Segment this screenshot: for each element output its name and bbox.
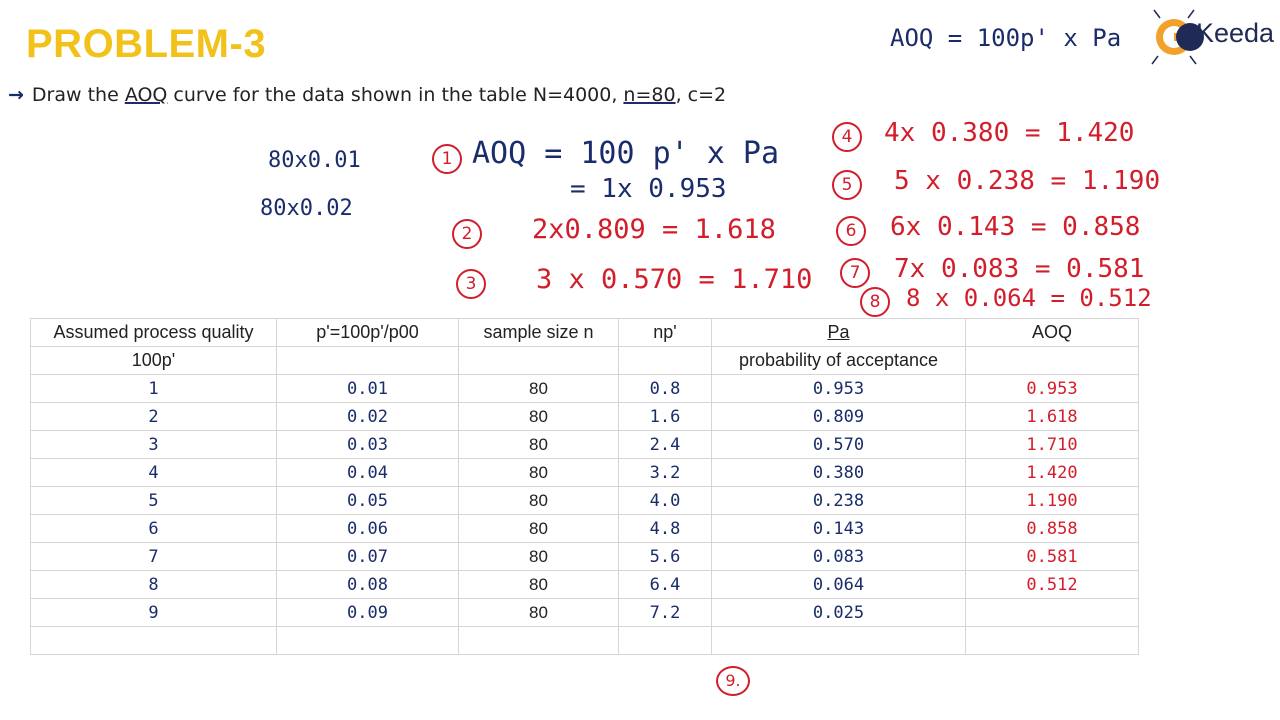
cell-quality: 1: [31, 375, 277, 403]
calc-number-6: 6: [836, 216, 866, 246]
cell-p: 0.01: [277, 375, 459, 403]
subheader-p: [277, 347, 459, 375]
subheader-aoq: [966, 347, 1139, 375]
cell-p: 0.09: [277, 599, 459, 627]
col-header-sample-size: sample size n: [459, 319, 619, 347]
side-note-2: 80x0.02: [260, 196, 353, 221]
cell-pa: 0.238: [712, 487, 966, 515]
bottom-marker-number: 9.: [716, 666, 750, 696]
calc-7-text: 7x 0.083 = 0.581: [894, 254, 1145, 284]
cell-p: 0.05: [277, 487, 459, 515]
table-subheader-row: [31, 347, 1139, 375]
cell-np: 6.4: [619, 571, 712, 599]
problem-suffix: , c=2: [675, 84, 727, 106]
data-table: [30, 318, 1139, 655]
cell-np: 0.8: [619, 375, 712, 403]
subheader-sample: [459, 347, 619, 375]
cell-quality: 8: [31, 571, 277, 599]
cell-aoq: [966, 599, 1139, 627]
subheader-quality: 100p': [31, 347, 277, 375]
table-row: [31, 543, 1139, 571]
cell-aoq: 1.618: [966, 403, 1139, 431]
table-row: [31, 515, 1139, 543]
calc-number-3: 3: [456, 269, 486, 299]
problem-statement: [8, 84, 726, 106]
cell-sample-size: 80: [459, 571, 619, 599]
problem-prefix: Draw the: [31, 84, 125, 106]
calc-8-text: 8 x 0.064 = 0.512: [906, 284, 1152, 312]
calc-4-text: 4x 0.380 = 1.420: [884, 118, 1135, 148]
cell-pa: 0.570: [712, 431, 966, 459]
cell-np: 4.0: [619, 487, 712, 515]
table-row: [31, 375, 1139, 403]
problem-middle: curve for the data shown in the table N=4000,: [167, 84, 624, 106]
cell-sample-size: 80: [459, 515, 619, 543]
cell-aoq: 1.190: [966, 487, 1139, 515]
cell-np: 4.8: [619, 515, 712, 543]
cell-aoq: 1.710: [966, 431, 1139, 459]
calc-4: [832, 118, 1134, 152]
cell-p: 0.04: [277, 459, 459, 487]
table-row: [31, 431, 1139, 459]
calc-6-text: 6x 0.143 = 0.858: [890, 212, 1141, 242]
cell-aoq: 0.953: [966, 375, 1139, 403]
cell-pa: 0.083: [712, 543, 966, 571]
subheader-pa: probability of acceptance: [712, 347, 966, 375]
cell-aoq: 0.858: [966, 515, 1139, 543]
formula-top: AOQ = 100p' x Pa: [890, 24, 1122, 52]
cell-pa: 0.143: [712, 515, 966, 543]
arrow-right-icon: →: [8, 84, 24, 106]
cell-pa: 0.809: [712, 403, 966, 431]
table-row: [31, 487, 1139, 515]
cell-quality: 5: [31, 487, 277, 515]
table-header-row: [31, 319, 1139, 347]
col-header-aoq: AOQ: [966, 319, 1139, 347]
calc-1-formula: AOQ = 100 p' x Pa: [472, 136, 780, 171]
calc-6: [836, 212, 1140, 246]
table-row: [31, 571, 1139, 599]
cell-p: 0.06: [277, 515, 459, 543]
logo-text: Keeda: [1196, 18, 1275, 48]
side-note-1: 80x0.01: [268, 148, 361, 173]
calc-2: [452, 214, 776, 249]
cell-sample-size: 80: [459, 375, 619, 403]
cell-p: 0.08: [277, 571, 459, 599]
cell-quality: 4: [31, 459, 277, 487]
calc-number-4: 4: [832, 122, 862, 152]
table-row: [31, 403, 1139, 431]
cell-np: 1.6: [619, 403, 712, 431]
table-row: [31, 627, 1139, 655]
cell-sample-size: 80: [459, 431, 619, 459]
calc-8: [860, 284, 1152, 317]
cell-pa: 0.953: [712, 375, 966, 403]
cell-pa: 0.380: [712, 459, 966, 487]
calc-2-text: 2x0.809 = 1.618: [532, 214, 776, 245]
calc-5-text: 5 x 0.238 = 1.190: [894, 166, 1161, 196]
cell-sample-size: 80: [459, 487, 619, 515]
calc-3-text: 3 x 0.570 = 1.710: [536, 264, 813, 295]
cell-pa: 0.025: [712, 599, 966, 627]
calc-1-result: = 1x 0.953: [570, 174, 727, 204]
cell-quality: 7: [31, 543, 277, 571]
bottom-marker: [716, 666, 760, 696]
cell-p: [277, 627, 459, 655]
calc-5: [832, 166, 1160, 200]
calc-3: [456, 264, 812, 299]
cell-quality: 2: [31, 403, 277, 431]
cell-np: 5.6: [619, 543, 712, 571]
cell-p: 0.03: [277, 431, 459, 459]
col-header-quality: Assumed process quality: [31, 319, 277, 347]
calc-number-5: 5: [832, 170, 862, 200]
cell-sample-size: [459, 627, 619, 655]
cell-sample-size: 80: [459, 599, 619, 627]
cell-np: 7.2: [619, 599, 712, 627]
cell-np: 3.2: [619, 459, 712, 487]
cell-quality: 9: [31, 599, 277, 627]
problem-aoq: AOQ: [124, 84, 168, 106]
cell-aoq: 0.581: [966, 543, 1139, 571]
cell-sample-size: 80: [459, 403, 619, 431]
calc-1: [432, 136, 779, 174]
cell-pa: [712, 627, 966, 655]
col-header-p: p'=100p'/p00: [277, 319, 459, 347]
calc-7: [840, 254, 1144, 288]
col-header-pa: Pa: [712, 319, 966, 347]
calc-number-2: 2: [452, 219, 482, 249]
table-row: [31, 599, 1139, 627]
col-header-np: np': [619, 319, 712, 347]
cell-sample-size: 80: [459, 543, 619, 571]
cell-aoq: 1.420: [966, 459, 1139, 487]
problem-n: n=80: [623, 84, 676, 106]
calc-number-1: 1: [432, 144, 462, 174]
calc-number-7: 7: [840, 258, 870, 288]
cell-aoq: 0.512: [966, 571, 1139, 599]
cell-np: [619, 627, 712, 655]
table-row: [31, 459, 1139, 487]
cell-pa: 0.064: [712, 571, 966, 599]
subheader-np: [619, 347, 712, 375]
problem-title: PROBLEM-3: [26, 22, 267, 66]
cell-quality: [31, 627, 277, 655]
cell-np: 2.4: [619, 431, 712, 459]
cell-quality: 3: [31, 431, 277, 459]
cell-quality: 6: [31, 515, 277, 543]
cell-p: 0.07: [277, 543, 459, 571]
cell-sample-size: 80: [459, 459, 619, 487]
cell-p: 0.02: [277, 403, 459, 431]
calc-number-8: 8: [860, 287, 890, 317]
cell-aoq: [966, 627, 1139, 655]
